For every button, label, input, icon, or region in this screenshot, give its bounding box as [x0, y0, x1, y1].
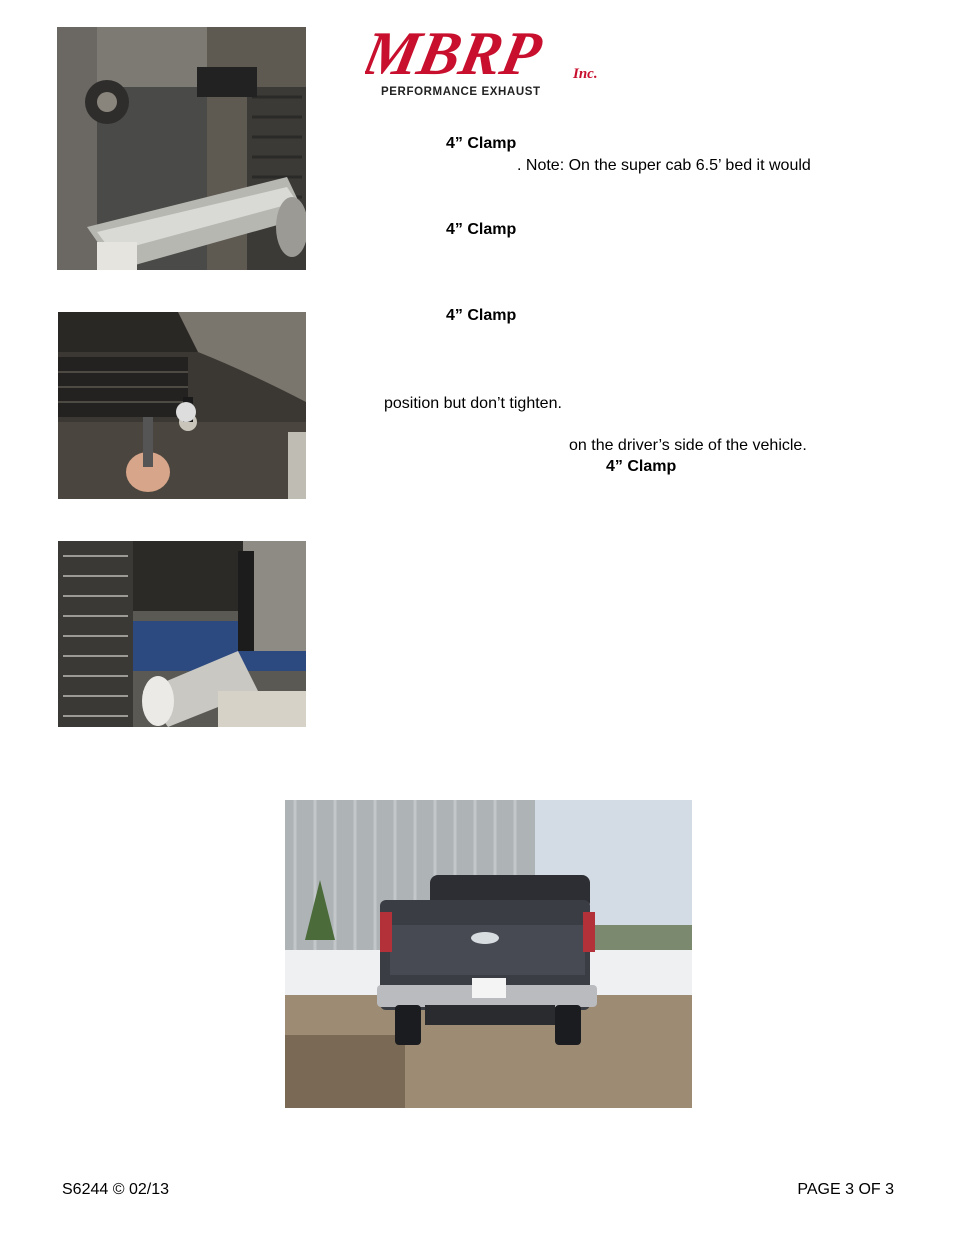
- install-photo-2: [58, 312, 306, 499]
- note-super-cab: . Note: On the super cab 6.5’ bed it would: [517, 157, 811, 174]
- clamp-label-2: 4” Clamp: [446, 221, 517, 238]
- install-photo-1: [57, 27, 306, 270]
- logo-brand-text: MBRP: [365, 22, 548, 88]
- install-photo-3: [58, 541, 306, 727]
- position-instruction: position but don’t tighten.: [384, 395, 562, 412]
- finished-truck-photo: [285, 800, 692, 1108]
- logo-tagline: PERFORMANCE EXHAUST: [381, 86, 541, 98]
- driver-side-instruction: on the driver’s side of the vehicle.: [569, 437, 807, 454]
- clamp-label-1: 4” Clamp: [446, 135, 517, 152]
- clamp-label-4: 4” Clamp: [606, 458, 677, 475]
- footer-doc-code: S6244 © 02/13: [62, 1181, 169, 1198]
- logo-suffix-text: Inc.: [573, 66, 598, 82]
- footer-page-number: PAGE 3 OF 3: [797, 1181, 894, 1198]
- clamp-label-3: 4” Clamp: [446, 307, 517, 324]
